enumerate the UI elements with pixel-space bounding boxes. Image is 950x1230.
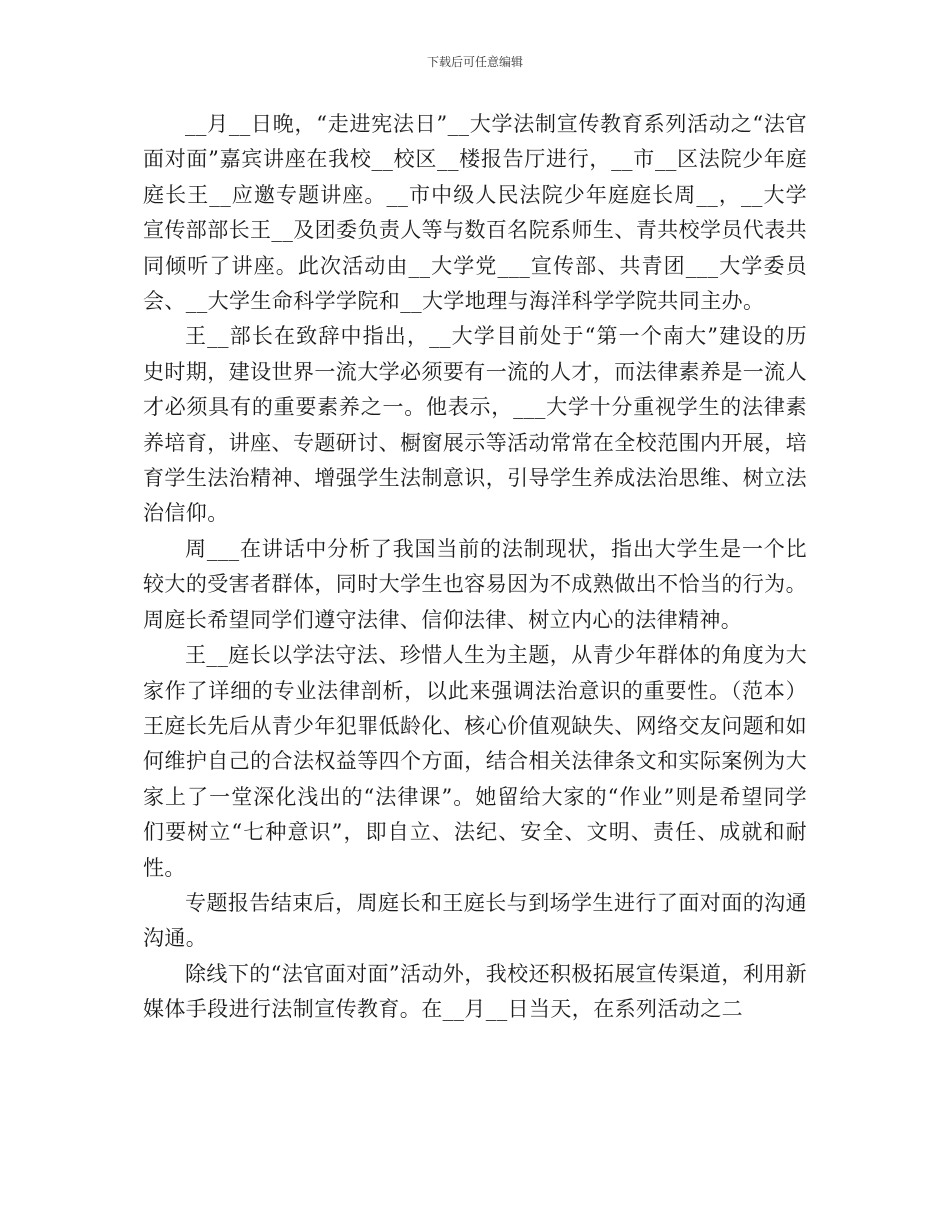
paragraph-5: 专题报告结束后，周庭长和王庭长与到场学生进行了面对面的沟通沟通。 [143, 890, 807, 951]
page-header-note: 下载后可任意编辑 [426, 55, 523, 69]
document-body [143, 107, 807, 1028]
paragraph-3: 周___在讲话中分析了我国当前的法制现状，指出大学生是一个比较大的受害者群体，同时大学生也容易因为不成熟做出不恰当的行为。周庭长希望同学们遵守法律、信仰法律、树立内心的法律精神。 [143, 536, 807, 632]
paragraph-2: 王__部长在致辞中指出，__大学目前处于“第一个南大”建设的历史时期，建设世界一流大学必须要有一流的人才，而法律素养是一流人才必须具有的重要素养之一。他表示，___大学十分重视学生的法律素养培育，讲座、专题研讨、橱窗展示等活动常常在全校范围内开展，培育学生法治精神、增强学生法制意识，引导学生养成法治思维、树立法治信仰。 [143, 324, 807, 526]
paragraph-6: 除线下的“法官面对面”活动外，我校还积极拓展宣传渠道，利用新媒体手段进行法制宣传教育。在__月__日当天，在系列活动之二 [143, 961, 807, 1022]
paragraph-1: __月__日晚，“走进宪法日”__大学法制宣传教育系列活动之“法官面对面”嘉宾讲座在我校__校区__楼报告厅进行，__市__区法院少年庭庭长王__应邀专题讲座。__市中级人民法院少年庭庭长周__，__大学宣传部部长王__及团委负责人等与数百名院系师生、青共校学员代表共同倾听了讲座。此次活动由__大学党___宣传部、共青团___大学委员会、__大学生命科学学院和__大学地理与海洋科学学院共同主办。 [143, 112, 807, 314]
paragraph-4: 王__庭长以学法守法、珍惜人生为主题，从青少年群体的角度为大家作了详细的专业法律剖析，以此来强调法治意识的重要性。（范本）王庭长先后从青少年犯罪低龄化、核心价值观缺失、网络交友问题和如何维护自己的合法权益等四个方面，结合相关法律条文和实际案例为大家上了一堂深化浅出的“法律课”。她留给大家的“作业”则是希望同学们要树立“七种意识”，即自立、法纪、安全、文明、责任、成就和耐性。 [143, 643, 807, 880]
